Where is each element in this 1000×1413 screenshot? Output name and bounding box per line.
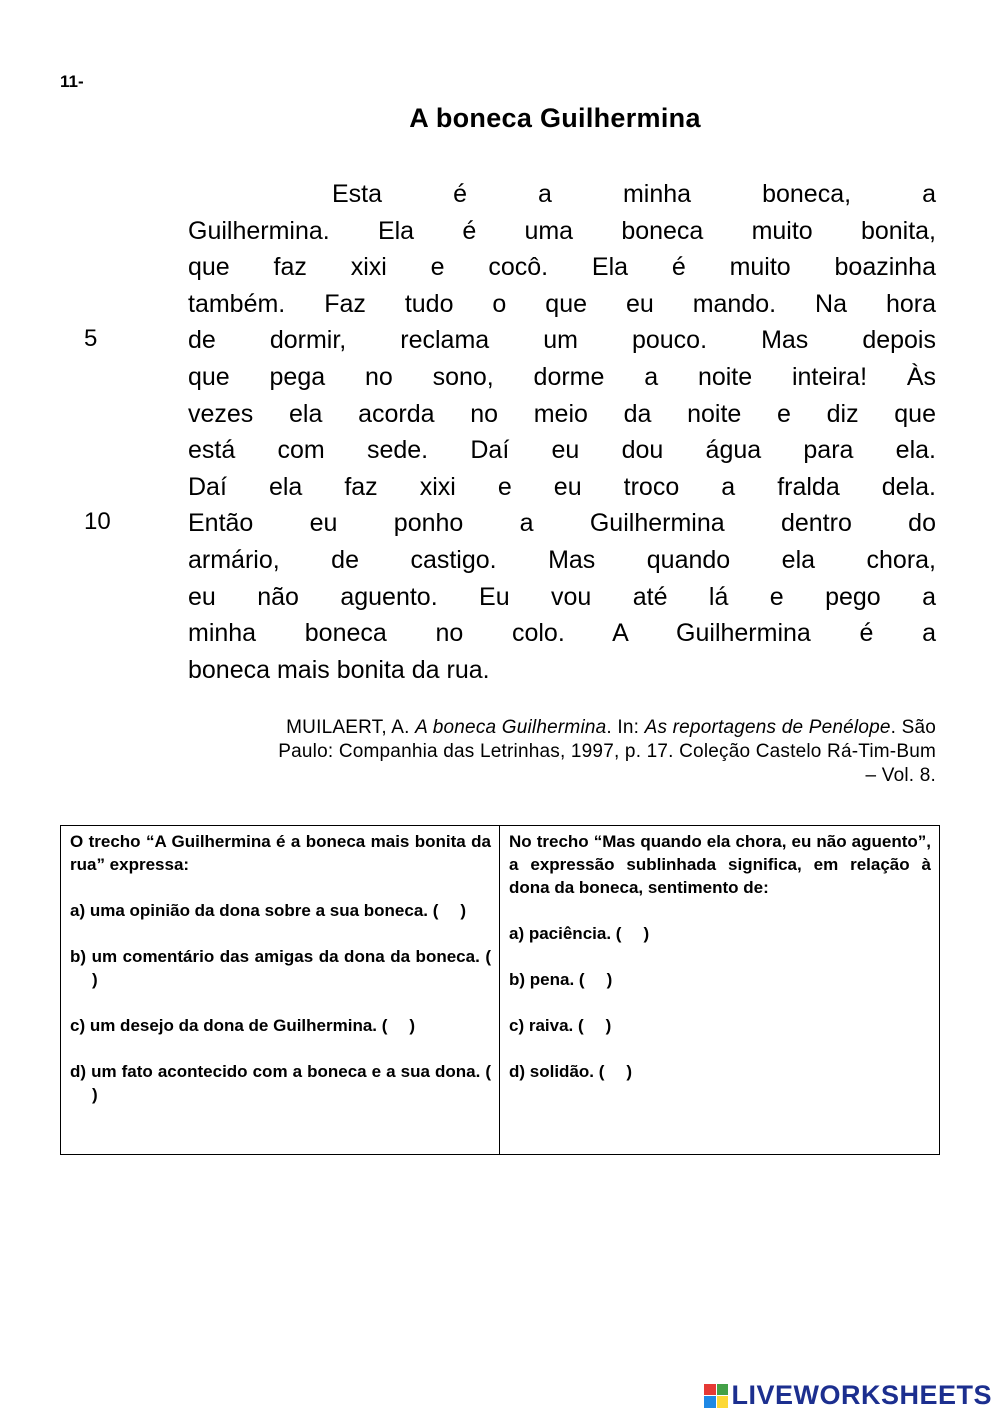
line-number-10: 10 [84, 508, 111, 535]
option-text: d) solidão. ( [509, 1062, 605, 1081]
story-line: armário, de castigo. Mas quando ela chora, [188, 545, 936, 574]
option-text: a) paciência. ( [509, 924, 622, 943]
option-text: c) um desejo da dona de Guilhermina. ( [70, 1016, 388, 1035]
answer-option-a[interactable] [509, 922, 931, 945]
option-close: ) [460, 901, 467, 920]
question-left [61, 826, 500, 1154]
question-right-prompt: No trecho “Mas quando ela chora, eu não aguento”, a expressão sublinhada significa, em relação à dona da boneca, sentimento de: [509, 832, 931, 897]
option-close: ) [626, 1062, 633, 1081]
story-line: Guilhermina. Ela é uma boneca muito bonita, [188, 216, 936, 245]
citation-author: MUILAERT, A. [286, 717, 410, 738]
question-right [500, 826, 939, 1154]
logo-square [717, 1396, 729, 1408]
story-line: também. Faz tudo o que eu mando. Na hora [188, 289, 936, 318]
question-left-prompt: O trecho “A Guilhermina é a boneca mais bonita da rua” expressa: [70, 832, 491, 874]
story-text [188, 176, 936, 688]
answer-option-d[interactable] [509, 1060, 931, 1083]
answer-option-b[interactable] [509, 968, 931, 991]
answer-option-d[interactable] [70, 1060, 491, 1106]
logo-square [717, 1384, 729, 1396]
answer-option-a[interactable] [70, 899, 491, 922]
citation-collection-title: As reportagens de Penélope [644, 717, 891, 738]
story-line: de dormir, reclama um pouco. Mas depois [188, 326, 936, 355]
story-line: que pega no sono, dorme a noite inteira! Às [188, 362, 936, 391]
story-line: vezes ela acorda no meio da noite e diz que [188, 399, 936, 428]
brand-name: LIVEWORKSHEETS [731, 1380, 992, 1410]
option-close: ) [92, 1085, 98, 1104]
liveworksheets-logo-icon [704, 1384, 728, 1408]
footer-logo[interactable] [704, 1380, 992, 1411]
story-line: Então eu ponho a Guilhermina dentro do [188, 509, 936, 538]
citation-book-title: A boneca Guilhermina [415, 717, 607, 738]
line-number-5: 5 [84, 325, 98, 352]
story-line: está com sede. Daí eu dou água para ela. [188, 436, 936, 465]
option-close: ) [92, 970, 98, 989]
citation-rest: . São Paulo: Companhia das Letrinhas, 1997, p. 17. Coleção Castelo Rá-Tim-Bum – Vol. 8. [278, 717, 936, 786]
story-line: eu não aguento. Eu vou até lá e pego a [188, 582, 936, 611]
story-line: Daí ela faz xixi e eu troco a fralda dela. [188, 472, 936, 501]
story-title: A boneca Guilhermina [409, 103, 701, 133]
questions-table [60, 825, 940, 1155]
question-number: 11- [60, 72, 84, 91]
option-close: ) [409, 1016, 416, 1035]
option-text: c) raiva. ( [509, 1016, 584, 1035]
option-text: a) uma opinião da dona sobre a sua boneca. ( [70, 901, 439, 920]
option-close: ) [605, 1016, 612, 1035]
story-line: minha boneca no colo. A Guilhermina é a [188, 619, 936, 648]
citation [270, 716, 936, 788]
answer-option-b[interactable] [70, 945, 491, 991]
answer-option-c[interactable] [70, 1014, 491, 1037]
logo-square [704, 1396, 716, 1408]
option-text: b) pena. ( [509, 970, 585, 989]
citation-in: . In: [606, 717, 640, 738]
story-line: Esta é a minha boneca, a [332, 180, 936, 208]
answer-option-c[interactable] [509, 1014, 931, 1037]
story-line: que faz xixi e cocô. Ela é muito boazinha [188, 253, 936, 282]
logo-square [704, 1384, 716, 1396]
option-text: d) um fato acontecido com a boneca e a sua dona. ( [70, 1062, 491, 1081]
option-close: ) [606, 970, 613, 989]
story-line: boneca mais bonita da rua. [188, 655, 490, 684]
option-close: ) [643, 924, 650, 943]
option-text: b) um comentário das amigas da dona da boneca. ( [70, 947, 491, 966]
